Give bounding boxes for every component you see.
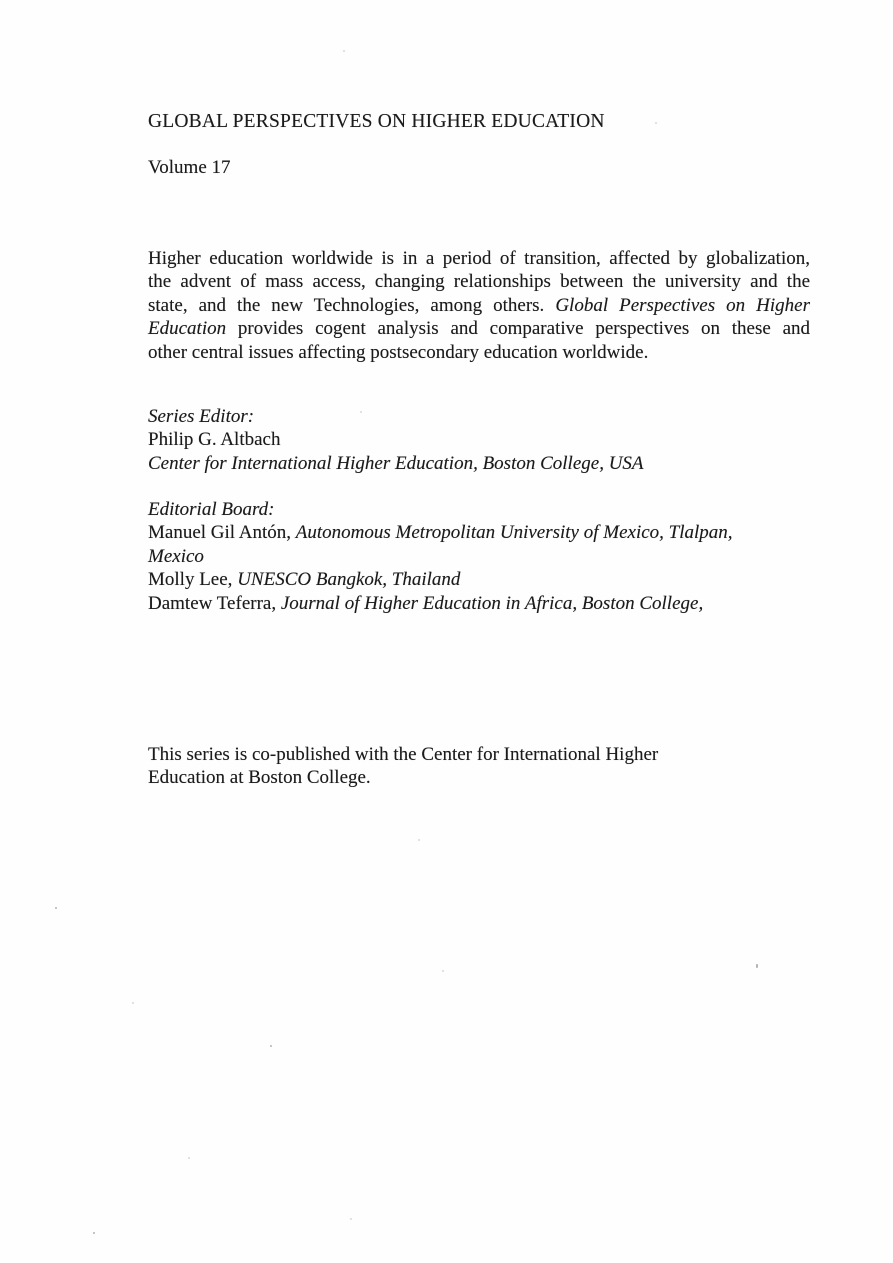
italic-text-run: Series Editor: [148, 406, 255, 427]
text-line [148, 317, 810, 340]
text-run: Manuel Gil Antón, [148, 522, 296, 544]
text-run: Molly Lee, [148, 569, 238, 591]
text-run: state, and the new Technologies, among others. [148, 294, 556, 316]
text-run: This series is co-published with the Center for International Higher [148, 744, 659, 765]
text-line [148, 294, 810, 317]
scan-speck [343, 50, 345, 52]
copublication-note [148, 743, 810, 790]
italic-text-run: UNESCO Bangkok, Thailand [237, 569, 461, 591]
italic-text-run: Center for International Higher Education, Boston College, USA [148, 452, 644, 474]
text-run: provides cogent analysis and comparative perspectives on these and [226, 318, 810, 340]
text-run: the advent of mass access, changing relationships between the university and the [148, 271, 810, 293]
text-line [148, 452, 810, 475]
text-line [148, 428, 810, 451]
series-editor-section [148, 405, 810, 475]
text-line [148, 743, 810, 766]
text-run: Higher education worldwide is in a period of transition, affected by globalization, [148, 248, 810, 269]
scan-speck [350, 1218, 352, 1220]
text-line [148, 521, 810, 544]
editorial-board-section [148, 498, 810, 615]
scan-speck [360, 411, 362, 413]
text-line [148, 405, 810, 428]
text-run: Philip G. Altbach [148, 429, 281, 451]
text-line [148, 568, 810, 591]
volume-text: Volume 17 [148, 157, 231, 178]
text-run: Education at Boston College. [148, 767, 371, 789]
scan-speck [418, 839, 420, 841]
scan-speck [55, 907, 57, 909]
text-line [148, 592, 810, 615]
text-run: Damtew Teferra, [148, 592, 281, 614]
scan-speck [655, 122, 657, 124]
text-line [148, 498, 810, 521]
text-line [148, 341, 810, 364]
series-title-text: GLOBAL PERSPECTIVES ON HIGHER EDUCATION [148, 111, 605, 132]
text-line [148, 766, 810, 789]
italic-text-run: Global Perspectives on Higher [555, 294, 810, 316]
volume-label [148, 156, 810, 179]
scan-speck [270, 1045, 272, 1047]
scan-speck [442, 970, 444, 972]
scan-speck [132, 1002, 134, 1004]
italic-text-run: Mexico [148, 545, 204, 567]
series-title [148, 110, 810, 133]
scan-speck [93, 1232, 95, 1234]
text-line [148, 545, 810, 568]
italic-text-run: Education [148, 318, 227, 340]
text-line [148, 270, 810, 293]
scan-speck [188, 1157, 190, 1159]
italic-text-run: Journal of Higher Education in Africa, Boston College, [280, 592, 704, 614]
text-run: other central issues affecting postsecondary education worldwide. [148, 341, 649, 363]
series-description [148, 247, 810, 364]
italic-text-run: Editorial Board: [148, 499, 275, 520]
italic-text-run: Autonomous Metropolitan University of Mexico, Tlalpan, [295, 522, 733, 544]
text-line [148, 247, 810, 270]
scan-speck [756, 964, 758, 968]
